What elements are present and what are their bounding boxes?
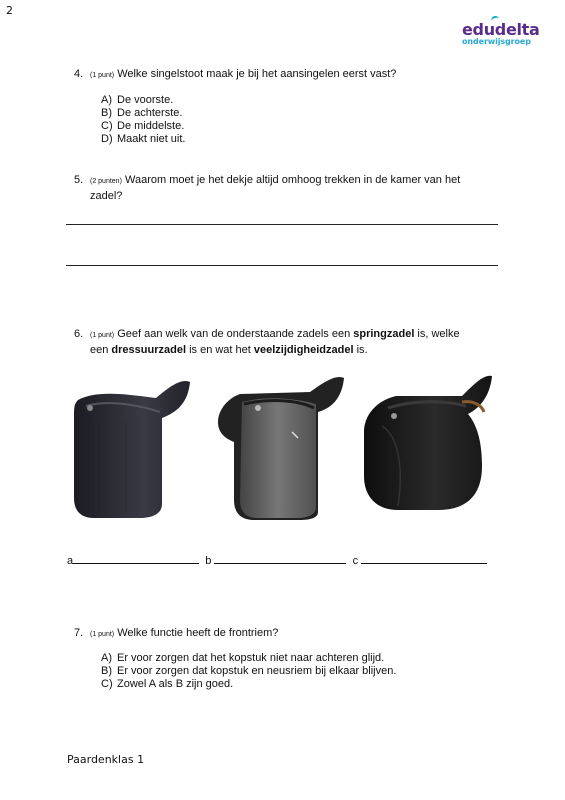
footer-course-name: Paardenklas 1 — [67, 753, 145, 766]
option-a: A) Er voor zorgen dat het kopstuk niet naar achteren glijd. — [101, 652, 385, 664]
edudelta-logo — [462, 22, 540, 46]
saddle-image-b — [214, 372, 349, 522]
question-number: 4. — [74, 68, 84, 80]
question-points: (1 punt) — [90, 631, 115, 638]
answer-line-2[interactable] — [66, 265, 498, 266]
term-springzadel: springzadel — [353, 328, 415, 340]
term-veelzijdigheidzadel: veelzijdigheidzadel — [253, 344, 354, 356]
question-7-options — [101, 652, 396, 691]
question-points: (1 punt) — [90, 72, 115, 79]
blank-label-a: a — [67, 555, 74, 567]
question-text: (2 punten) Waarom moet je het dekje altijd omhoog trekken in de kamer van het zadel? — [90, 174, 461, 202]
option-c: C) Zowel A als B zijn goed. — [101, 678, 234, 690]
question-4-options — [101, 94, 185, 146]
blank-a[interactable] — [73, 553, 199, 564]
term-dressuurzadel: dressuurzadel — [111, 344, 187, 356]
option-b: B) Er voor zorgen dat kopstuk en neusriem bij elkaar blijven. — [101, 665, 397, 677]
question-number: 6. — [74, 328, 84, 340]
answer-line-1[interactable] — [66, 224, 498, 225]
saddle-answer-blanks — [67, 553, 487, 567]
logo-subtitle: onderwijsgroep — [462, 37, 531, 46]
question-number: 7. — [74, 627, 84, 639]
option-a: A) De voorste. — [101, 94, 174, 106]
saddle-image-a — [66, 372, 196, 522]
blank-label-c: c — [352, 555, 359, 567]
question-points: (2 punten) — [90, 178, 122, 185]
question-text: (1 punt) Welke functie heeft de frontriem? — [90, 627, 279, 639]
option-c: C) De middelste. — [101, 120, 185, 132]
question-number: 5. — [74, 174, 84, 186]
question-points: (1 punt) — [90, 332, 115, 339]
option-b: B) De achterste. — [101, 107, 183, 119]
saddle-image-c — [358, 366, 498, 516]
question-text: (1 punt) Geef aan welk van de onderstaande zadels een springzadel is, welke een dressuurzadel is en wat het veelzijdigheidzadel is. — [90, 328, 460, 356]
blank-b[interactable] — [214, 553, 346, 564]
page-number: 2 — [6, 4, 13, 17]
option-d: D) Maakt niet uit. — [101, 133, 186, 145]
blank-c[interactable] — [361, 553, 487, 564]
logo-wordmark: edudelta — [462, 22, 540, 38]
blank-label-b: b — [205, 555, 212, 567]
question-text: (1 punt) Welke singelstoot maak je bij het aansingelen eerst vast? — [90, 68, 397, 80]
